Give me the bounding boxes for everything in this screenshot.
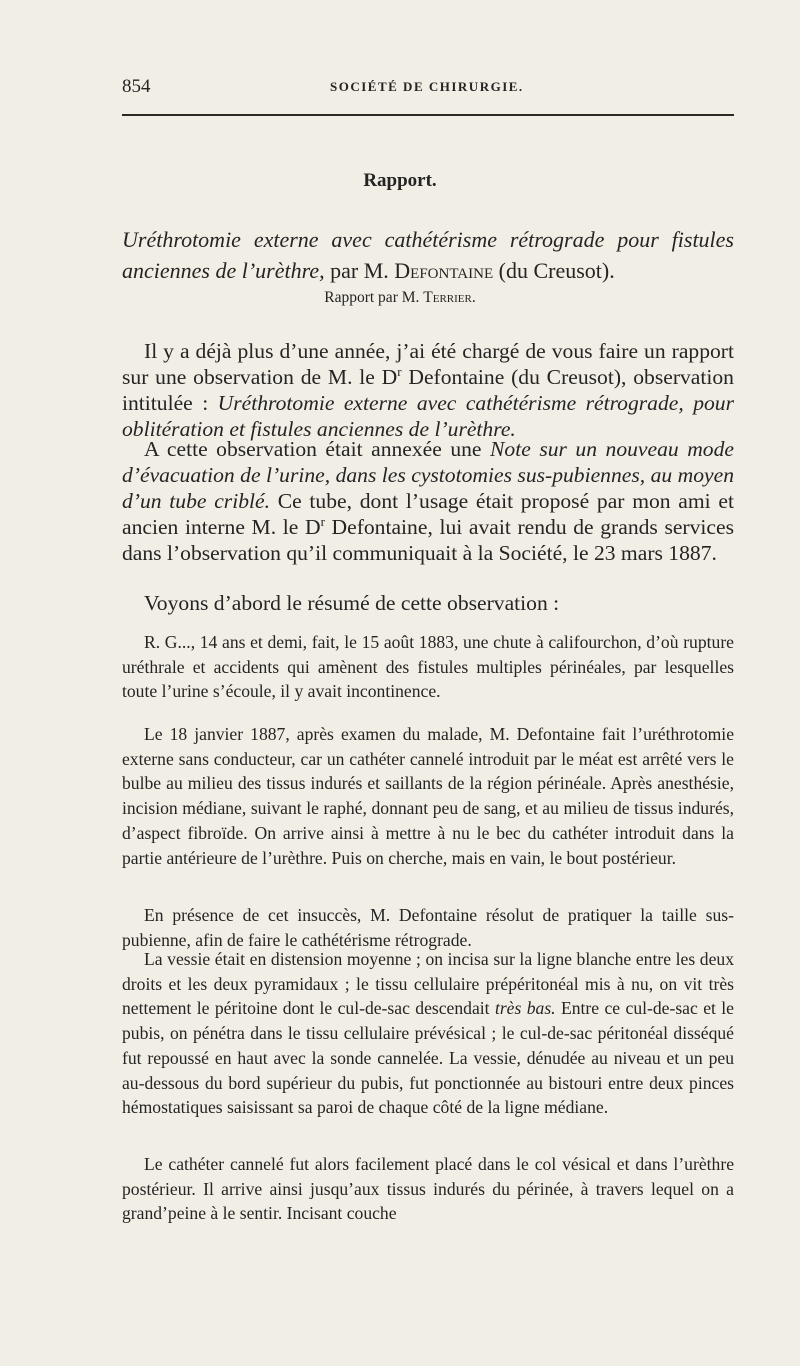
s4-italic: très bas.	[494, 998, 556, 1019]
paragraph-1	[122, 338, 734, 442]
running-title: SOCIÉTÉ DE CHIRURGIE.	[330, 79, 524, 94]
summary-paragraph-3: En présence de cet insuccès, M. Defontaine résolut de pratiquer la taille sus-pubienne, afin de faire le cathétérisme rétrograde.	[122, 905, 734, 950]
section-title: Rapport.	[363, 170, 437, 191]
p1-text-b: Defontaine (du Creusot), observation intitulée :	[122, 365, 734, 415]
summary-paragraph-5: Le cathéter cannelé fut alors facilement placé dans le col vésical et dans l’urèthre postérieur. Il arrive ainsi jusqu’aux tissus indurés du périnée, à travers lequel on a grand’peine à le sentir. Incisant couche	[122, 1154, 734, 1224]
p1-italic: Uréthrotomie externe avec cathétérisme rétrograde, pour oblitération et fistules anciennes de l’urèthre.	[122, 391, 734, 441]
p2-text-c: Defontaine, lui avait rendu de grands services dans l’observation qu’il communiquait à la Société, le 23 mars 1887.	[122, 515, 734, 565]
page-number: 854	[122, 76, 151, 97]
byline-prefix: Rapport par M.	[324, 289, 424, 306]
s4-text-a: La vessie était en distension moyenne ; on incisa sur la ligne blanche entre les deux droits et les deux pyramidaux ; le tissu cellulaire prépéritonéal mis à nu, on vit très nettement le péritoine dont le cul-de-sac descendait	[122, 949, 734, 1019]
paragraph-3: Voyons d’abord le résumé de cette observation :	[144, 591, 560, 615]
summary-paragraph-4	[122, 947, 734, 1120]
p1-text-a: Il y a déjà plus d’une année, j’ai été chargé de vous faire un rapport sur une observation de M. le D	[122, 339, 734, 389]
header-rule	[122, 114, 734, 116]
report-title-italic: Uréthrotomie externe avec cathétérisme rétrograde pour fistules anciennes de l’urèthre,	[122, 227, 734, 283]
report-title-author: Defontaine	[394, 258, 494, 283]
summary-paragraph-1: R. G..., 14 ans et demi, fait, le 15 août 1883, une chute à califourchon, d’où rupture uréthrale et accidents qui amènent des fistules multiples périnéales, par lesquelles toute l’urine s’écoule, il y avait incontinence.	[122, 632, 734, 702]
p1-superscript: r	[397, 363, 402, 379]
p2-italic: Note sur un nouveau mode d’évacuation de l’urine, dans les cystotomies sus-pubiennes, au moyen d’un tube criblé.	[122, 437, 734, 513]
report-title-author-prefix: par M.	[324, 258, 395, 283]
byline	[0, 289, 800, 307]
byline-name: Terrier.	[423, 289, 476, 306]
s4-text-b: Entre ce cul-de-sac et le pubis, on pénétra dans le tissu cellulaire prévésical ; le cul-de-sac péritonéal disséqué fut repoussé en haut avec la sonde cannelée. La vessie, dénudée au niveau et un peu au-dessous du bord supérieur du pubis, fut ponctionnée au bistouri entre deux pinces hémostatiques saisissant sa paroi de chaque côté de la ligne médiane.	[122, 998, 734, 1118]
p2-text-a: A cette observation était annexée une	[144, 437, 491, 461]
page-header	[122, 76, 734, 100]
report-title	[122, 224, 734, 286]
summary-paragraph-2: Le 18 janvier 1887, après examen du malade, M. Defontaine fait l’uréthrotomie externe sans conducteur, car un cathéter cannelé introduit par le méat est arrêté vers le bulbe au milieu des tissus indurés et saillants de la région périnéale. Après anesthésie, incision médiane, suivant le raphé, donnant peu de sang, et au milieu de tissus indurés, d’aspect fibroïde. On arrive ainsi à mettre à nu le bec du cathéter introduit dans la partie antérieure de l’urèthre. Puis on cherche, mais en vain, le bout postérieur.	[122, 724, 734, 868]
p2-superscript: r	[320, 513, 325, 529]
p2-text-b: Ce tube, dont l’usage était proposé par mon ami et ancien interne M. le D	[122, 489, 734, 539]
paragraph-2	[122, 436, 734, 566]
report-title-author-suffix: (du Creusot).	[493, 258, 615, 283]
